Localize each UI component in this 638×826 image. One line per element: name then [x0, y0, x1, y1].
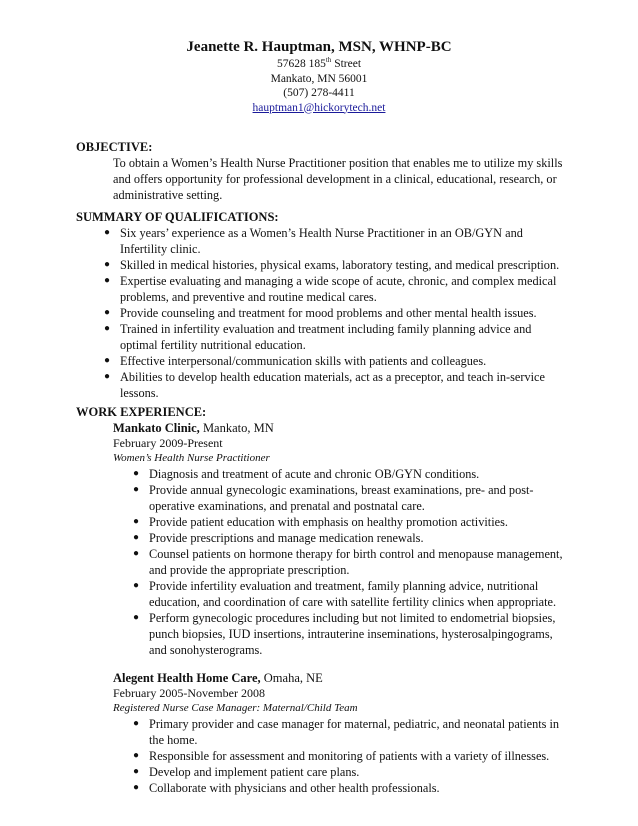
- street-address: [0, 57, 638, 72]
- street-ordinal: th: [325, 56, 332, 65]
- job-location: Mankato, MN: [199, 421, 274, 435]
- bullet-item: [104, 225, 576, 257]
- bullet-item: [133, 578, 576, 610]
- job-employer-line: [113, 420, 576, 436]
- email-link[interactable]: hauptman1@hickorytech.net: [252, 101, 386, 114]
- street-name: Street: [331, 58, 362, 70]
- job-employer: Alegent Health Home Care,: [113, 671, 261, 685]
- bullet-dot-icon: ●: [133, 718, 140, 729]
- bullet-line: Diagnosis and treatment of acute and chronic OB/GYN conditions.: [149, 467, 480, 481]
- bullet-item: [133, 466, 576, 482]
- bullet-item: [104, 369, 576, 401]
- bullet-dot-icon: ●: [133, 580, 140, 591]
- job-employer: Mankato Clinic,: [113, 421, 200, 435]
- bullet-item: [133, 514, 576, 530]
- bullet-item: [133, 748, 576, 764]
- job-duties-list: [133, 466, 576, 658]
- bullet-line: Collaborate with physicians and other health professionals.: [149, 781, 440, 795]
- job-role: Registered Nurse Case Manager: Maternal/Child Team: [113, 702, 358, 714]
- bullet-line: Develop and implement patient care plans.: [149, 765, 360, 779]
- work-experience-heading: WORK EXPERIENCE:: [76, 405, 207, 419]
- bullet-line: Responsible for assessment and monitoring of patients with a variety of illnesses.: [149, 749, 550, 763]
- bullet-line: Provide counseling and treatment for mood problems and other mental health issues.: [120, 306, 537, 320]
- job-dates: February 2005-November 2008: [113, 686, 265, 700]
- bullet-line: and sonohysterograms.: [149, 643, 263, 657]
- bullet-item: [133, 780, 576, 796]
- bullet-line: Provide infertility evaluation and treatment, family planning advice, nutritional: [149, 579, 539, 593]
- resume-header: [0, 37, 638, 115]
- job-location: Omaha, NE: [260, 671, 323, 685]
- bullet-line: Trained in infertility evaluation and treatment including family planning advice and: [120, 322, 532, 336]
- bullet-dot-icon: ●: [104, 307, 111, 318]
- bullet-dot-icon: ●: [104, 259, 111, 270]
- bullet-line: optimal fertility nutritional education.: [120, 338, 306, 352]
- job-role: Women’s Health Nurse Practitioner: [113, 452, 270, 464]
- bullet-item: [133, 482, 576, 514]
- objective-line: administrative setting.: [113, 188, 223, 202]
- objective-line: To obtain a Women’s Health Nurse Practitioner position that enables me to utilize my skills: [113, 156, 563, 170]
- bullet-line: Provide patient education with emphasis on healthy promotion activities.: [149, 515, 508, 529]
- job-entry-alegent-health: [113, 670, 576, 796]
- bullet-dot-icon: ●: [133, 548, 140, 559]
- bullet-line: lessons.: [120, 386, 159, 400]
- job-dates: February 2009-Present: [113, 436, 223, 450]
- bullet-dot-icon: ●: [133, 782, 140, 793]
- phone-number: (507) 278-4411: [283, 87, 355, 99]
- bullet-item: [133, 546, 576, 578]
- bullet-line: operative examinations, and prenatal and postnatal care.: [149, 499, 425, 513]
- candidate-name: Jeanette R. Hauptman, MSN, WHNP-BC: [186, 39, 452, 55]
- bullet-line: Provide prescriptions and manage medication renewals.: [149, 531, 424, 545]
- bullet-line: Counsel patients on hormone therapy for birth control and menopause management,: [149, 547, 563, 561]
- bullet-dot-icon: ●: [133, 516, 140, 527]
- bullet-item: [104, 305, 576, 321]
- bullet-line: education, and coordination of care with satellite fertility clinics when appropriate.: [149, 595, 557, 609]
- job-entry-mankato-clinic: [113, 420, 576, 658]
- bullet-line: Infertility clinic.: [120, 242, 201, 256]
- bullet-item: [104, 257, 576, 273]
- bullet-item: [104, 321, 576, 353]
- bullet-line: problems, and preventive and routine medical cares.: [120, 290, 377, 304]
- job-duties-list: [133, 716, 576, 796]
- objective-text: [113, 155, 576, 203]
- street-number: 57628 185: [276, 58, 326, 70]
- bullet-dot-icon: ●: [133, 612, 140, 623]
- bullet-dot-icon: ●: [133, 468, 140, 479]
- bullet-line: the home.: [149, 733, 198, 747]
- bullet-dot-icon: ●: [133, 750, 140, 761]
- bullet-dot-icon: ●: [133, 766, 140, 777]
- bullet-dot-icon: ●: [133, 484, 140, 495]
- bullet-item: [104, 353, 576, 369]
- objective-line: and offers opportunity for professional development in a clinical, educational, research, or: [113, 172, 557, 186]
- bullet-item: [133, 716, 576, 748]
- bullet-item: [104, 273, 576, 305]
- city-state-zip: Mankato, MN 56001: [270, 72, 368, 85]
- bullet-dot-icon: ●: [104, 227, 111, 238]
- bullet-item: [133, 610, 576, 658]
- bullet-line: Six years’ experience as a Women’s Health Nurse Practitioner in an OB/GYN and: [120, 226, 523, 240]
- bullet-dot-icon: ●: [104, 275, 111, 286]
- summary-heading: SUMMARY OF QUALIFICATIONS:: [76, 210, 279, 224]
- bullet-line: Abilities to develop health education materials, act as a preceptor, and teach in-service: [120, 370, 545, 384]
- bullet-dot-icon: ●: [104, 355, 111, 366]
- bullet-line: Provide annual gynecologic examinations, breast examinations, pre- and post-: [149, 483, 534, 497]
- bullet-item: [133, 764, 576, 780]
- bullet-line: Skilled in medical histories, physical exams, laboratory testing, and medical prescription.: [120, 258, 560, 272]
- summary-list: [104, 225, 576, 401]
- job-employer-line: [113, 670, 576, 686]
- bullet-line: Primary provider and case manager for maternal, pediatric, and neonatal patients in: [149, 717, 560, 731]
- bullet-dot-icon: ●: [104, 323, 111, 334]
- bullet-item: [133, 530, 576, 546]
- bullet-line: punch biopsies, IUD insertions, intrauterine inseminations, hysterosalpingograms,: [149, 627, 553, 641]
- bullet-line: and provide the appropriate prescription.: [149, 563, 350, 577]
- bullet-dot-icon: ●: [104, 371, 111, 382]
- objective-heading: OBJECTIVE:: [76, 140, 153, 154]
- bullet-line: Perform gynecologic procedures including but not limited to endometrial biopsies,: [149, 611, 556, 625]
- work-experience-section: [76, 404, 576, 796]
- objective-section: [76, 139, 576, 203]
- bullet-dot-icon: ●: [133, 532, 140, 543]
- bullet-line: Effective interpersonal/communication skills with patients and colleagues.: [120, 354, 487, 368]
- summary-section: [76, 209, 576, 401]
- bullet-line: Expertise evaluating and managing a wide scope of acute, chronic, and complex medical: [120, 274, 557, 288]
